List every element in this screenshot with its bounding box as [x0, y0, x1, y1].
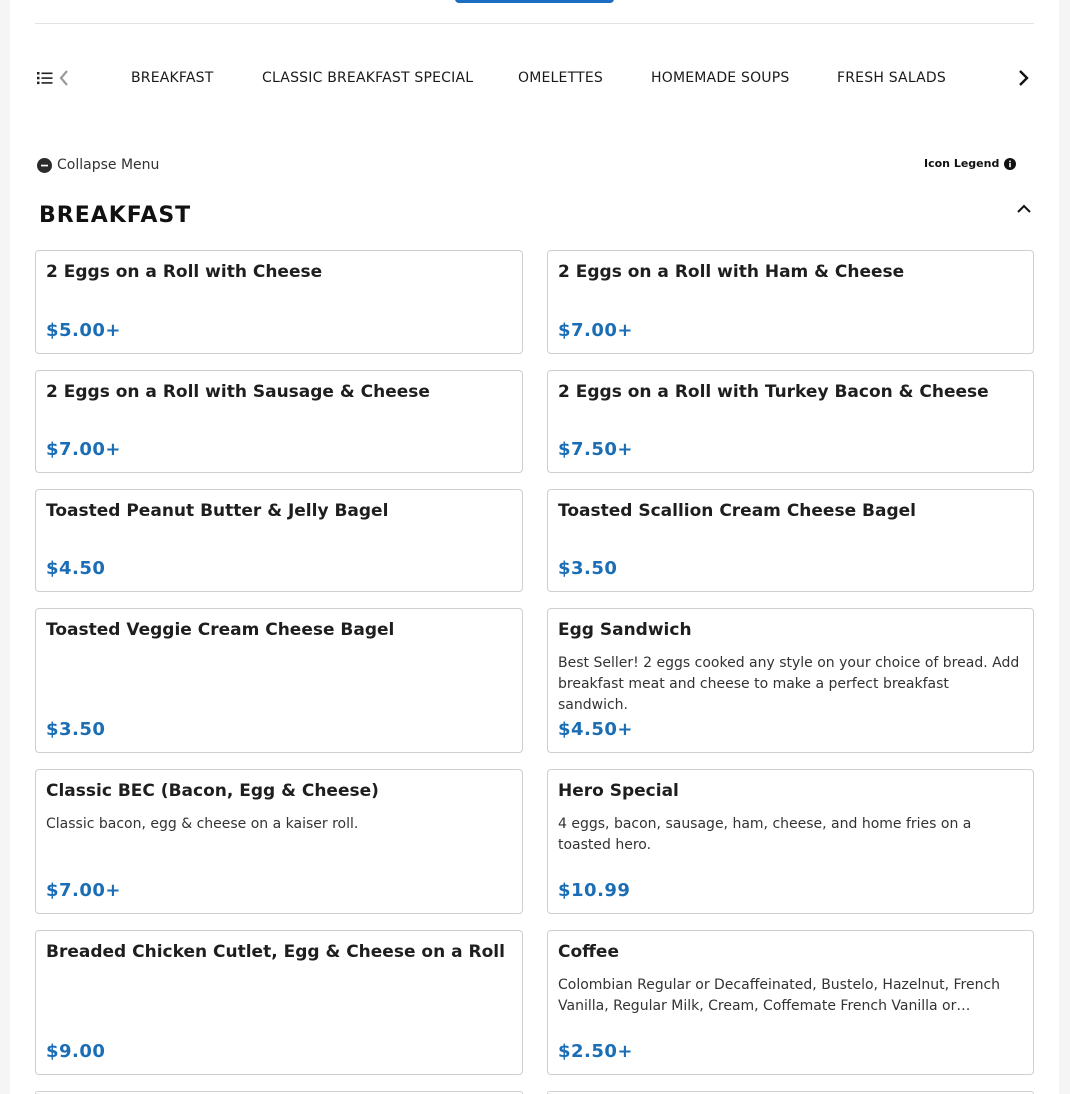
item-name: 2 Eggs on a Roll with Turkey Bacon & Cheese — [558, 382, 989, 402]
item-name: Classic BEC (Bacon, Egg & Cheese) — [46, 781, 379, 801]
menu-item-card[interactable] — [35, 370, 523, 473]
menu-item-card[interactable] — [35, 769, 523, 914]
item-description: Colombian Regular or Decaffeinated, Bustelo, Hazelnut, French Vanilla, Regular Milk, Cream, Coffemate French Vanilla or… — [558, 977, 1001, 1014]
chevron-left-icon[interactable] — [57, 68, 71, 88]
minus-circle-icon — [37, 158, 52, 173]
item-price: $2.50+ — [558, 1041, 634, 1062]
tab-breakfast[interactable]: BREAKFAST — [131, 70, 214, 86]
chevron-right-icon[interactable] — [1015, 68, 1031, 88]
menu-item-card[interactable] — [547, 608, 1034, 753]
item-name: Hero Special — [558, 781, 679, 801]
list-icon[interactable] — [37, 71, 53, 85]
item-name: Toasted Peanut Butter & Jelly Bagel — [46, 501, 389, 521]
item-price: $10.99 — [558, 880, 631, 901]
item-price: $7.00+ — [46, 880, 122, 901]
menu-item-card[interactable] — [35, 608, 523, 753]
item-description: 4 eggs, bacon, sausage, ham, cheese, and home fries on a toasted hero. — [558, 816, 972, 853]
collapse-menu-label: Collapse Menu — [57, 157, 160, 173]
item-name: Coffee — [558, 942, 619, 962]
item-name: 2 Eggs on a Roll with Cheese — [46, 262, 323, 282]
menu-page — [10, 0, 1059, 1094]
icon-legend-button[interactable] — [924, 157, 1016, 170]
item-description: Best Seller! 2 eggs cooked any style on your choice of bread. Add breakfast meat and cheese to make a perfect breakfast sandwich. — [558, 655, 1020, 713]
tab-homemade-soups[interactable]: HOMEMADE SOUPS — [651, 70, 790, 86]
top-action-button[interactable] — [455, 0, 614, 3]
collapse-menu-button[interactable] — [37, 157, 159, 173]
menu-item-card[interactable] — [547, 489, 1034, 592]
item-price: $3.50 — [46, 719, 106, 740]
item-price: $7.50+ — [558, 439, 634, 460]
icon-legend-label: Icon Legend — [924, 157, 1000, 170]
menu-item-card[interactable] — [547, 250, 1034, 354]
menu-item-card[interactable] — [547, 769, 1034, 914]
section-title: BREAKFAST — [39, 203, 192, 228]
info-icon — [1004, 158, 1016, 170]
item-price: $7.00+ — [558, 320, 634, 341]
chevron-up-icon[interactable] — [1016, 201, 1032, 217]
item-name: Toasted Scallion Cream Cheese Bagel — [558, 501, 916, 521]
item-name: Breaded Chicken Cutlet, Egg & Cheese on a Roll — [46, 942, 505, 962]
menu-item-card[interactable] — [547, 930, 1034, 1075]
menu-item-card[interactable] — [547, 370, 1034, 473]
menu-item-card[interactable] — [35, 250, 523, 354]
item-price: $5.00+ — [46, 320, 122, 341]
tab-omelettes[interactable]: OMELETTES — [518, 70, 603, 86]
item-price: $7.00+ — [46, 439, 122, 460]
item-price: $3.50 — [558, 558, 618, 579]
item-description: Classic bacon, egg & cheese on a kaiser roll. — [46, 816, 359, 832]
menu-item-card[interactable] — [35, 930, 523, 1075]
item-price: $4.50+ — [558, 719, 634, 740]
item-name: 2 Eggs on a Roll with Ham & Cheese — [558, 262, 905, 282]
divider — [35, 23, 1034, 24]
tab-classic-breakfast-special[interactable]: CLASSIC BREAKFAST SPECIAL — [262, 70, 474, 86]
tab-fresh-salads[interactable]: FRESH SALADS — [837, 70, 946, 86]
item-name: Egg Sandwich — [558, 620, 692, 640]
item-price: $4.50 — [46, 558, 106, 579]
item-name: Toasted Veggie Cream Cheese Bagel — [46, 620, 395, 640]
item-name: 2 Eggs on a Roll with Sausage & Cheese — [46, 382, 430, 402]
category-nav — [35, 60, 1034, 96]
item-price: $9.00 — [46, 1041, 106, 1062]
menu-item-card[interactable] — [35, 489, 523, 592]
